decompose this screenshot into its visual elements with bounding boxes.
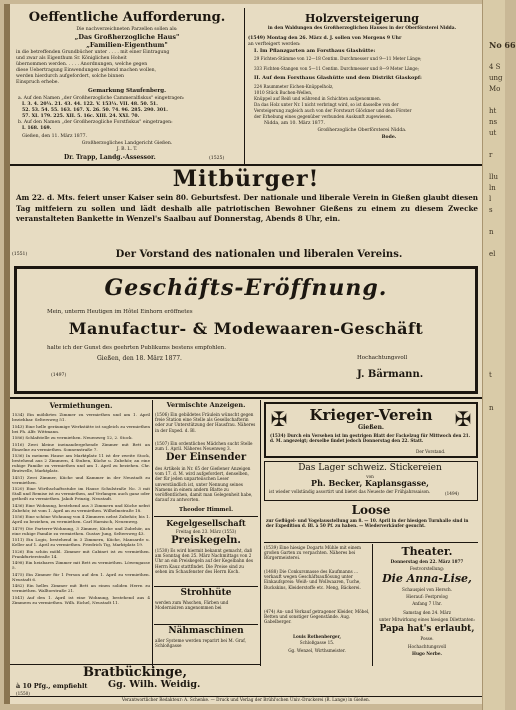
einsender-text: des Artikels in Nr. 65 der Gießener Anzeigen vom 17. d. M. wird aufgefordert, denselben, der für jeden unparteiischen Leser unverständlich ist, unter Nennung seines Namens in einem andern Blatte zu veröffentlichen, damit man Gelegenheit habe, darauf zu antworten. (155, 466, 253, 503)
geschaeft-line1: Mein, unterm Heutigen im Hôtel Einhorn eröffnetes (47, 309, 193, 315)
edge-fragment (486, 271, 505, 282)
edge-fragment: l (489, 195, 492, 203)
holz-line: Nidda, am 10. März 1877. (264, 121, 326, 126)
holz-line: Da das Holz unter Nr. I nicht verbringt wird, so ist dasselbe von der (254, 102, 399, 107)
theater-big: Die Anna-Lise, (382, 572, 472, 585)
oeff-office: Großherzogliches Landgericht Gießen. (81, 141, 173, 146)
krieger-vorstand: Der Vorstand. (416, 449, 446, 454)
holz-line: 333 Fichten-Stangen von 5—11 Centim. Durchmesser und 8—9 Meter Länge; (254, 66, 419, 71)
loose-text: zur Geflügel- und Vogelausstellung am 8. — 10. April in der hiesigen Turnhalle sind in der Expedition d. Bl. à 50 Pf. zu haben. — Wiederverkäufer gesucht. (266, 518, 469, 529)
verm-item: 1482) Ein helles Zimmer mit Bett an einen soliden Herrn zu vermiethen. Walltorstraße 21. (12, 583, 150, 593)
holz-line: Versteigerung zugleich auch von der Forstwart Glöckner und dem Förster (254, 108, 412, 113)
oeff-line: Einspruch erhebe. (16, 80, 59, 85)
misc-ad: (1488) Die Conkursmasse des Kaufmanns ... verkauft wegen Geschäftsauflösung unter Einkaufspreis: Weiß- und Wollwaaren, Tuche, Buckskins, Kleiderstoffe etc. Meng, Bäckerei. (264, 569, 361, 590)
holz-sig2: Bode. (381, 135, 397, 140)
stroh-text: werden zum Waschen, Färben und Modernisiren angenommen bei (155, 600, 229, 611)
edge-fragment: r (489, 151, 493, 159)
edge-fragment (486, 260, 505, 271)
oeff-num: 52. 53. 54. 55. 163. 167. X. 26. 50. 74. 96. 285. 290. 301. (22, 108, 168, 113)
item-rule (154, 586, 258, 587)
edge-fragment (486, 337, 505, 348)
misc-ad-sig: Gg. Wenzel, Wirthsmeister. (288, 648, 346, 653)
misc-ad: (1539) Eine hiesige Dogarts Mühle mit einem großen Garten zu verpachten. Näheres bei Bürgermeisterei. (264, 545, 361, 561)
misc-ad-name: Louis Rothenberger, (293, 634, 341, 639)
preis-title: Preiskegeln. (171, 535, 241, 546)
verm-title: Vermiethungen. (49, 401, 113, 410)
verm-item: 1516) Zwei kleine ineinandergehende Zimmer mit Bett an Einzelne zu vermiethen. Sonnenstraße 7. (12, 441, 150, 452)
verm-item: 1520) Eine Wirthschaftsstube im Hause Schulstraße No. 3 mit Stall und Remise ist zu vermiethen, auf Verlangen auch ganz oder getheilt zu vermiethen. Jakob Prinzig, Neustadt. (12, 486, 150, 501)
edge-fragment (486, 392, 505, 403)
geschaeft-box (14, 266, 478, 394)
loose-title: Loose (351, 503, 391, 517)
theater-line: unter Mitwirkung eines hiesigen Dilettanten: (378, 617, 476, 622)
einsender-sig: Theodor Himmel. (178, 507, 233, 513)
holz-sig: Großherzogliche Oberförsterei Nidda. (317, 128, 407, 133)
oeff-line: Die nachverzeichneten Parzellen sollen als: (76, 27, 178, 32)
lager-title: Das Lager schweiz. Stickereien (298, 463, 442, 473)
oeff-line: werden hierdurch aufgefordert, solche binnen (16, 74, 125, 79)
holz-line: an verfteigert werden: (248, 42, 301, 47)
preis-text: (1530) Es wird hiermit bekannt gemacht, daß am Sonntag den 25. März Nachmittags von 2 Uhr an ein Preiskegeln auf der Kegelbahn des Herrn Kauz stattfindet. Die Preise sind zu sehen im Schaufenster des Herrn Koch. (155, 548, 254, 574)
oeff-sub: Gemarkung Staufenberg. (88, 88, 166, 94)
edge-fragment: No 66 (489, 40, 516, 50)
column-divider (372, 544, 373, 666)
misc-ad: (474) An- und Verkauf getragener Kleider, Möbel, Betten und sonstiger Gegenstände. Aug. Gabelberger. (264, 609, 370, 625)
stroh-title: Strohhüte (180, 588, 232, 598)
oeff-num: 57. XI. 179. 225. XII. 5. 16c. XIII. 24. XXI. 70. (22, 114, 140, 119)
geschaeft-date: Gießen, den 18. März 1877. (97, 355, 182, 362)
geschaeft-respect: Hochachtungsvoll (357, 355, 408, 361)
holz-line: der Erhebung eines gegenüber verbunden Auskunft zugewiesen. (254, 114, 393, 119)
verm-item: 1586) Schlafstelle zu vermiethen. Neuenweg 12, 2. Stock. (12, 435, 133, 440)
oeff-num: I. 168. 169. (22, 126, 52, 131)
edge-fragment (486, 216, 505, 227)
iron-cross-icon: ✠ (454, 407, 472, 431)
holz-date: (1549) Montag den 26. März d. J. sollen von Morgens 9 Uhr (248, 36, 402, 41)
naeh-text: aller Systeme werden reparirt bei M. Graf, Schloßgasse (155, 638, 246, 649)
edge-fragment: n (489, 228, 494, 236)
verm-item: 1511) Ein Logis, bestehend in 3 Zimmern, Küche, Mansarde u. Keller auf 1. April zu vermiethen. Friedrich Tig, Marktplatz 19. (12, 537, 150, 547)
page-footer: Verantwortlicher Redakteur: A. Schenke. — Druck und Verlag der Brühl'schen Univ.-Druckerei (R. Lange) in Gießen. (121, 697, 371, 702)
holz-line: II. Auf dem Forsthaus Glashütte und dem Distrikt Glaskopf: (254, 75, 422, 81)
oeff-title: Oeffentliche Aufforderung. (28, 10, 226, 25)
kegel-text: Freitag den 23. März (1553) (175, 529, 237, 534)
mitbuerger-title: Mitbürger! (172, 166, 320, 192)
theater-line: Hierauf: Festprolog (406, 594, 448, 599)
edge-fragment (486, 95, 505, 106)
holz-line: I. Im Pflanzgarten am Forsthaus Glashütte: (254, 48, 376, 54)
verm-list (12, 412, 150, 660)
krieger-title: Krieger-Verein (309, 406, 433, 424)
krieger-sub: Gießen. (357, 424, 385, 431)
edge-fragment (486, 304, 505, 315)
holz-line: 29 Fichten-Stämme von 12—18 Centim. Durchmesser und 9—11 Meter Länge; (254, 56, 422, 61)
verm-item: 1475) Ein Zimmer für 1 Person auf den 1. April zu vermiethen. Neustadt 6. (12, 571, 150, 582)
holz-title: Holzversteigerung (305, 12, 419, 25)
edge-fragment (486, 315, 505, 326)
edge-fragment: Mo (489, 85, 501, 93)
verm-item: 1556) Eine schöne Wohnung von 4 Zimmern nebst Zubehör, bis 1. April zu beziehen, zu vermiethen. Carl Harnisch, Neuenweg. (12, 514, 150, 524)
item-rule (264, 542, 478, 543)
theater-title: Theater. (401, 545, 453, 558)
lager-box (264, 461, 478, 501)
theater-line: Samstag den 24. März (403, 610, 451, 615)
edge-fragment: ung (489, 74, 503, 82)
brat-title: Bratbückinge, (82, 665, 187, 680)
theater-line: Donnerstag den 22. März 1877 (390, 559, 464, 564)
geschaeft-title: Geschäfts-Eröffnung. (104, 275, 388, 301)
column-divider (244, 8, 245, 164)
kegel-title: Kegelgesellschaft (166, 518, 246, 528)
edge-fragment: el (489, 250, 496, 258)
edge-fragment (486, 326, 505, 337)
oeff-number: (1525) (209, 156, 225, 161)
oeff-sig2: Dr. Trapp, Landg.-Assessor. (64, 154, 156, 161)
edge-fragment (486, 238, 505, 249)
verm-item: 1498) Ein heizbares Zimmer mit Bett zu vermiethen. Löwengasse 5. (12, 560, 150, 570)
theater-line: Hugo Nerbe. (412, 651, 442, 656)
edge-fragment (486, 425, 505, 436)
edge-fragment (486, 359, 505, 370)
naeh-title: Nähmaschinen (168, 626, 244, 636)
theater-line: Hochachtungsvoll (407, 644, 447, 649)
edge-fragment: ln (489, 184, 496, 192)
edge-fragment (486, 348, 505, 359)
edge-fragment (486, 293, 505, 304)
edge-text (483, 0, 516, 447)
edge-fragment: n (489, 404, 494, 412)
edge-fragment (486, 139, 505, 150)
brat-name: Gg. Wilh. Weidig. (108, 679, 201, 690)
geschaeft-name: J. Bärmann. (357, 369, 424, 380)
oeff-line: in die betreffenden Grundbücher unter . . . . mit einer Eintragung (16, 50, 170, 55)
column-divider (260, 400, 261, 666)
oeff-line: übernommen werden. . . . . Anordnungen, welche gegen (16, 62, 148, 67)
geschaeft-line2: halte ich der Gunst des geehrten Publikums bestens empfohlen. (47, 345, 226, 351)
gem-item: (1506) Ein gebildetes Fräulein wünscht gegen freie Station eine Stelle als Gesellschafterin oder zur Unterstützung der Hausfrau. Näheres in der Exped. d. Bl. (155, 412, 256, 433)
edge-fragment (486, 51, 505, 62)
geschaeft-big: Manufactur- & Modewaaren-Geschäft (68, 319, 424, 338)
brat-price: à 10 Pfg., empfiehlt (16, 682, 88, 690)
holz-line: 224 Raummeter Eichen-Knüppelholz, (254, 84, 334, 89)
edge-fragment: t (489, 371, 492, 379)
lager-num: (1494) (445, 491, 459, 496)
edge-fragment: s (489, 206, 493, 214)
edge-fragment: ns (489, 118, 498, 126)
verm-item: 1451) Zwei Zimmer, Küche und Kammer in der Neustadt zu vermiethen. (12, 474, 150, 485)
newspaper-page (4, 4, 482, 704)
verm-item: 1436) Eine Wohnung, bestehend aus 3 Zimmern und Küche nebst Zubehör, ist vom 1. April an zu vermiethen. Wilhelmstraße 18. (12, 502, 150, 513)
theater-line: Posse. (420, 636, 434, 641)
holz-line: 1010 Stück Buchen-Wellen, (254, 90, 313, 95)
next-page-edge (482, 0, 516, 710)
theater-line: Anfang 7 Uhr. (412, 601, 442, 606)
theater-line: Festvorstellung: (409, 566, 445, 571)
gem-title: Vermischte Anzeigen. (166, 401, 246, 409)
geschaeft-num: (1497) (51, 373, 67, 378)
edge-fragment: 4 S (489, 63, 501, 71)
column-divider (152, 400, 153, 666)
holz-subtitle: in den Waldungen des Großherzoglichen Hauses in der Oberförsterei Nidda. (267, 26, 457, 31)
iron-cross-icon: ✠ (270, 407, 288, 431)
lager-by: von (366, 474, 374, 479)
oeff-date: Gießen, den 11. März 1877. (22, 134, 88, 139)
mitbuerger-num: (1551) (12, 252, 28, 257)
theater-papa: Papa hat's erlaubt, (379, 624, 475, 634)
verm-item: 1541) Auf den 1. April ist eine Wohnung, bestehend aus 4 Zimmern zu vermiethen. Wilh. Eichel, Neustadt 11. (12, 594, 150, 605)
mitbuerger-body: Am 22. d. Mts. feiert unser Kaiser sein 80. Geburtsfest. Der nationale und liberale Verein in Gießen glaubt diesen Tag mitfeiern zu sollen und lädt deshalb alle patriotischen Bewohner Gießens zu einem zu diesem Zwecke veranstalteten Bankette in Wenzel's Saalbau auf Donnerstag, Abends 8 Uhr, ein. (16, 193, 478, 223)
verm-item: 1526) Ein schön möbl. Zimmer mit Cabinet ist zu vermiethen. Frankfurterstraße 14. (12, 548, 150, 559)
section-rule (10, 397, 482, 399)
krieger-box (264, 402, 478, 458)
lager-name: Ph. Becker, Kaplansgasse, (311, 478, 429, 488)
oeff-line: „Familien-Eigenthum" (86, 41, 168, 49)
krieger-text: (1534) Durch ein Versehen ist im gestrigen Blatt der Fackelzug für Mittwoch den 21. d. M. angezeigt; derselbe findet jedoch Donnerstag den 22. Statt. (270, 433, 471, 444)
edge-fragment: ut (489, 129, 497, 137)
page-spine (4, 4, 10, 704)
edge-fragment: llu (489, 173, 498, 181)
verm-item: 1479) Die Parterre-Wohnung, 3 Zimmer, Küche und Zubehör, an eine ruhige Familie zu vermiethen. Gustav Jung, Seltersweg 43. (12, 525, 150, 536)
holz-line: Knüppel auf Reiß und während in Schichten aufgenommen. (254, 96, 381, 101)
edge-fragment (486, 381, 505, 392)
edge-fragment (486, 282, 505, 293)
item-rule (154, 624, 258, 625)
misc-ad-addr: Schloßgasse 15. (299, 640, 335, 645)
oeff-num: a. Auf den Namen „der Großherzogliche Cammeralfiskus" eingetragen: (18, 96, 185, 101)
oeff-line: und zwar als Eigenthum Sr. Königlichen Hoheit (16, 56, 127, 61)
edge-fragment (486, 161, 505, 172)
einsender-title: Der Einsender (165, 452, 247, 463)
gem-item: (1507) Ein ordentliches Mädchen sucht Stelle zum 1. April. Näheres Neuenweg 3. (155, 441, 253, 452)
brat-num: (1550) (16, 691, 30, 696)
verm-item: 1543) Eine helle geräumige Werkstätte ist sogleich zu vermiethen bei Ph. Alfr. Wittmann. (12, 423, 150, 434)
oeff-line: „Das Großherzogliche Haus" (74, 33, 180, 41)
lager-text: ist wieder vollständig assortirt und bietet das Neueste der Frühjahrssaison. (269, 489, 431, 494)
mitbuerger-footer: Der Vorstand des nationalen und liberalen Vereins. (115, 249, 403, 260)
edge-fragment (486, 436, 505, 447)
oeff-num: b. Auf den Namen „der Großherzogliche Forstfiskus" eingetragen: (18, 120, 173, 125)
verm-item: 1536) In meinem Hause am Marktplatz 11 ist der zweite Stock, bestehend aus 2 Zimmern, 4 Stuben, Küche u. Zubehör, an eine ruhige Familie zu vermiethen und am 1. April zu beziehen. Chr. Bratwelle, Marktplatz. (12, 453, 150, 473)
edge-fragment (486, 414, 505, 425)
oeff-sig: J. B. L. T. (116, 147, 138, 152)
verm-item: 1534) Ein möblirtes Zimmer zu vermiethen und am 1. April beziehbar. Seltersweg 51. (12, 412, 150, 422)
item-rule (154, 516, 258, 517)
edge-fragment: ht (489, 107, 497, 115)
oeff-num: I. 3. 4. 20¼. 21. 43. 44. 122. V. 153¼. VII. 48. 50. 51. (22, 102, 158, 107)
oeff-line: diese Uebertragung Einwendungen geltend machen wollen, (16, 68, 157, 73)
theater-line: Schauspiel von Hersch. (402, 587, 452, 592)
